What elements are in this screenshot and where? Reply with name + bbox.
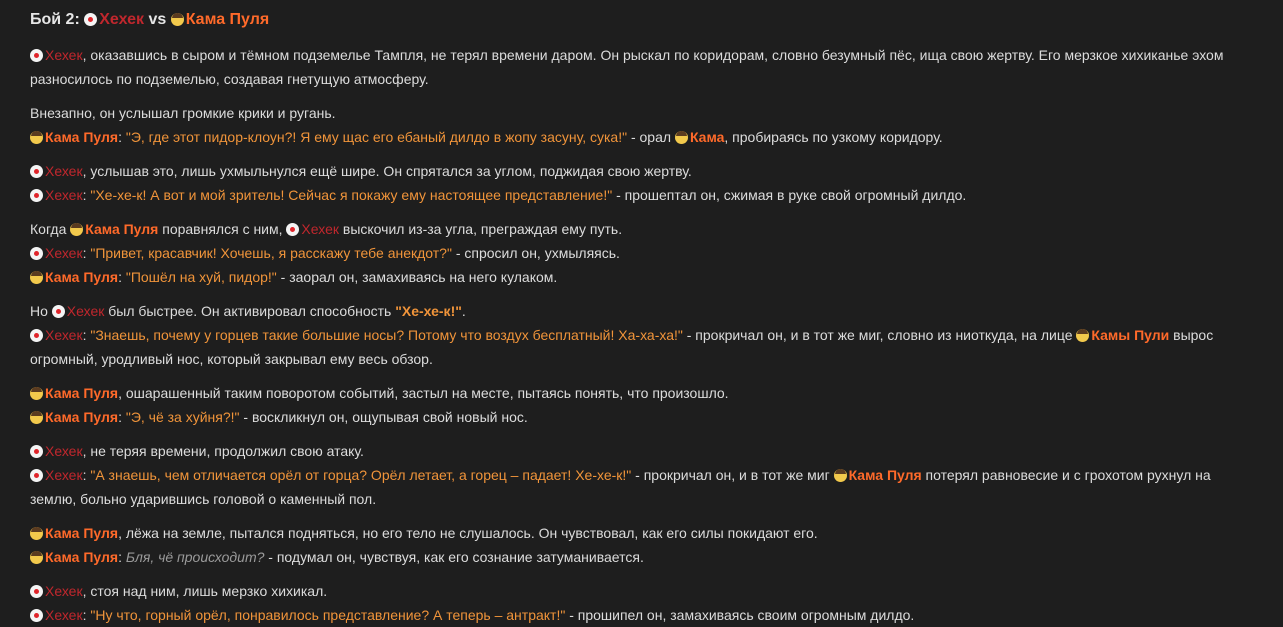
narration-text: , оказавшись в сыром и тёмном подземелье Тампля, не терял времени даром. Он рыскал по коридорам, словно безумный пёс, ища свою жертву. Его мерзкое хихиканье эхом разносилось по подземелью, создавая гнетущую атмосферу.: [30, 47, 1224, 87]
character-name-hehek: Хехек: [66, 303, 105, 319]
character-name-hehek: Хехек: [45, 187, 83, 203]
battle-title: [30, 9, 1253, 31]
paragraph-block: [30, 43, 1253, 91]
narration-text: выскочил из-за угла, преграждая ему путь.: [339, 221, 623, 237]
clown-face-icon: [30, 247, 43, 260]
story-line: [30, 241, 1253, 265]
story-line: [30, 101, 1253, 125]
paragraph-block: [30, 521, 1253, 569]
versus-label: vs: [148, 11, 167, 28]
character-name-kama: Кама Пуля: [45, 549, 119, 565]
character-name-hehek: Хехек: [45, 47, 83, 63]
story-line: [30, 463, 1253, 511]
boy-face-icon: [30, 551, 43, 564]
clown-face-icon: [30, 329, 43, 342]
clown-face-icon: [30, 609, 43, 622]
narration-text: - орал: [627, 129, 675, 145]
story-line: [30, 405, 1253, 429]
story-line: [30, 125, 1253, 149]
story-line: [30, 545, 1253, 569]
story-line: [30, 299, 1253, 323]
story-line: [30, 439, 1253, 463]
narration-text: :: [118, 549, 126, 565]
paragraph-block: [30, 299, 1253, 371]
dialogue-quote: "Э, где этот пидор-клоун?! Я ему щас его ебаный дилдо в жопу засуну, сука!": [125, 129, 628, 145]
narration-text: , пробираясь по узкому коридору.: [724, 129, 943, 145]
boy-face-icon: [30, 387, 43, 400]
story-line: [30, 521, 1253, 545]
narration-text: :: [82, 245, 91, 261]
narration-text: , стоя над ним, лишь мерзко хихикал.: [82, 583, 328, 599]
character-name-hehek: Хехек: [301, 221, 339, 237]
narration-text: - прокричал он, и в тот же миг: [631, 467, 834, 483]
dialogue-quote: "Знаешь, почему у горцев такие большие носы? Потому что воздух бесплатный! Ха-ха-ха!": [90, 327, 683, 343]
paragraph-block: [30, 439, 1253, 511]
character-name-kama: Кама Пуля: [45, 385, 119, 401]
narration-text: вырос огромный, уродливый нос, который закрывал ему весь обзор.: [30, 327, 1214, 367]
narration-text: - заорал он, замахиваясь на него кулаком.: [276, 269, 558, 285]
story-body: [30, 43, 1253, 627]
thought-text: Бля, чё происходит?: [125, 549, 265, 565]
narration-text: - воскликнул он, ощупывая свой новый нос.: [239, 409, 528, 425]
character-name-hehek: Хехек: [45, 245, 83, 261]
narration-text: :: [118, 129, 126, 145]
character-name-kama: Кама Пуля: [45, 525, 119, 541]
story-line: [30, 381, 1253, 405]
battle-title-prefix: Бой 2:: [30, 11, 80, 28]
narration-text: Внезапно, он услышал громкие крики и ругань.: [30, 105, 336, 121]
clown-face-icon: [30, 585, 43, 598]
character-name-kama: Кама Пуля: [45, 129, 119, 145]
clown-face-icon: [30, 165, 43, 178]
narration-text: - прошептал он, сжимая в руке свой огромный дилдо.: [612, 187, 967, 203]
narration-text: :: [82, 187, 91, 203]
boy-face-icon: [30, 131, 43, 144]
boy-face-icon: [834, 469, 847, 482]
character-name-hehek: Хехек: [45, 327, 83, 343]
character-name-hehek: Хехек: [45, 583, 83, 599]
boy-face-icon: [171, 13, 184, 26]
narration-text: :: [82, 327, 91, 343]
narration-text: , ошарашенный таким поворотом событий, застыл на месте, пытаясь понять, что произошло.: [118, 385, 729, 401]
boy-face-icon: [30, 527, 43, 540]
character-name-hehek: Хехек: [45, 467, 83, 483]
dialogue-quote: "Ну что, горный орёл, понравилось представление? А теперь – антракт!": [90, 607, 566, 623]
boy-face-icon: [1076, 329, 1089, 342]
narration-text: - прокричал он, и в тот же миг, словно из ниоткуда, на лице: [682, 327, 1077, 343]
narration-text: , услышав это, лишь ухмыльнулся ещё шире. Он спрятался за углом, поджидая свою жертву.: [82, 163, 692, 179]
story-line: [30, 265, 1253, 289]
character-name-kama: Кама: [689, 129, 725, 145]
paragraph-block: [30, 101, 1253, 149]
narration-text: - подумал он, чувствуя, как его сознание затуманивается.: [264, 549, 644, 565]
story-line: [30, 323, 1253, 371]
character-name-kama: Камы Пули: [1091, 327, 1170, 343]
character-name-hehek: Хехек: [45, 443, 83, 459]
paragraph-block: [30, 159, 1253, 207]
narration-text: Когда: [30, 221, 71, 237]
story-line: [30, 159, 1253, 183]
clown-face-icon: [286, 223, 299, 236]
story-line: [30, 217, 1253, 241]
paragraph-block: [30, 579, 1253, 627]
story-line: [30, 183, 1253, 207]
narration-text: Но: [30, 303, 52, 319]
boy-face-icon: [675, 131, 688, 144]
clown-face-icon: [84, 13, 97, 26]
narration-text: .: [461, 303, 466, 319]
dialogue-quote: "Хе-хе-к! А вот и мой зритель! Сейчас я покажу ему настоящее представление!": [90, 187, 613, 203]
boy-face-icon: [70, 223, 83, 236]
narration-text: - спросил он, ухмыляясь.: [451, 245, 620, 261]
clown-face-icon: [30, 49, 43, 62]
narration-text: был быстрее. Он активировал способность: [104, 303, 396, 319]
story-line: [30, 579, 1253, 603]
clown-face-icon: [30, 469, 43, 482]
narration-text: :: [82, 467, 91, 483]
narration-text: :: [118, 409, 126, 425]
narration-text: поравнялся с ним,: [158, 221, 287, 237]
character-name-kama: Кама Пуля: [45, 269, 119, 285]
character-name-hehek: Хехек: [45, 163, 83, 179]
story-line: [30, 603, 1253, 627]
character-name-kama: Кама Пуля: [45, 409, 119, 425]
dialogue-quote: "А знаешь, чем отличается орёл от горца? Орёл летает, а горец – падает! Хе-хе-к!": [90, 467, 632, 483]
character-name-hehek: Хехек: [45, 607, 83, 623]
story-line: [30, 43, 1253, 91]
paragraph-block: [30, 381, 1253, 429]
narration-text: , не теряя времени, продолжил свою атаку.: [82, 443, 364, 459]
paragraph-block: [30, 217, 1253, 289]
character-name-kama: Кама Пуля: [85, 221, 159, 237]
ability-name: "Хе-хе-к!": [395, 303, 462, 319]
narration-text: :: [82, 607, 91, 623]
narration-text: потерял равновесие и с грохотом рухнул на землю, больно ударившись головой о каменный пол.: [30, 467, 1211, 507]
boy-face-icon: [30, 271, 43, 284]
clown-face-icon: [30, 445, 43, 458]
fighter-name-kama: Кама Пуля: [185, 11, 270, 28]
clown-face-icon: [30, 189, 43, 202]
dialogue-quote: "Э, чё за хуйня?!": [125, 409, 240, 425]
dialogue-quote: "Пошёл на хуй, пидор!": [125, 269, 277, 285]
character-name-kama: Кама Пуля: [848, 467, 922, 483]
narration-text: , лёжа на земле, пытался подняться, но его тело не слушалось. Он чувствовал, как его силы покидают его.: [118, 525, 818, 541]
boy-face-icon: [30, 411, 43, 424]
clown-face-icon: [52, 305, 65, 318]
narration-text: - прошипел он, замахиваясь своим огромным дилдо.: [565, 607, 915, 623]
dialogue-quote: "Привет, красавчик! Хочешь, я расскажу тебе анекдот?": [90, 245, 452, 261]
fighter-name-hehek: Хехек: [99, 11, 144, 28]
narration-text: :: [118, 269, 126, 285]
